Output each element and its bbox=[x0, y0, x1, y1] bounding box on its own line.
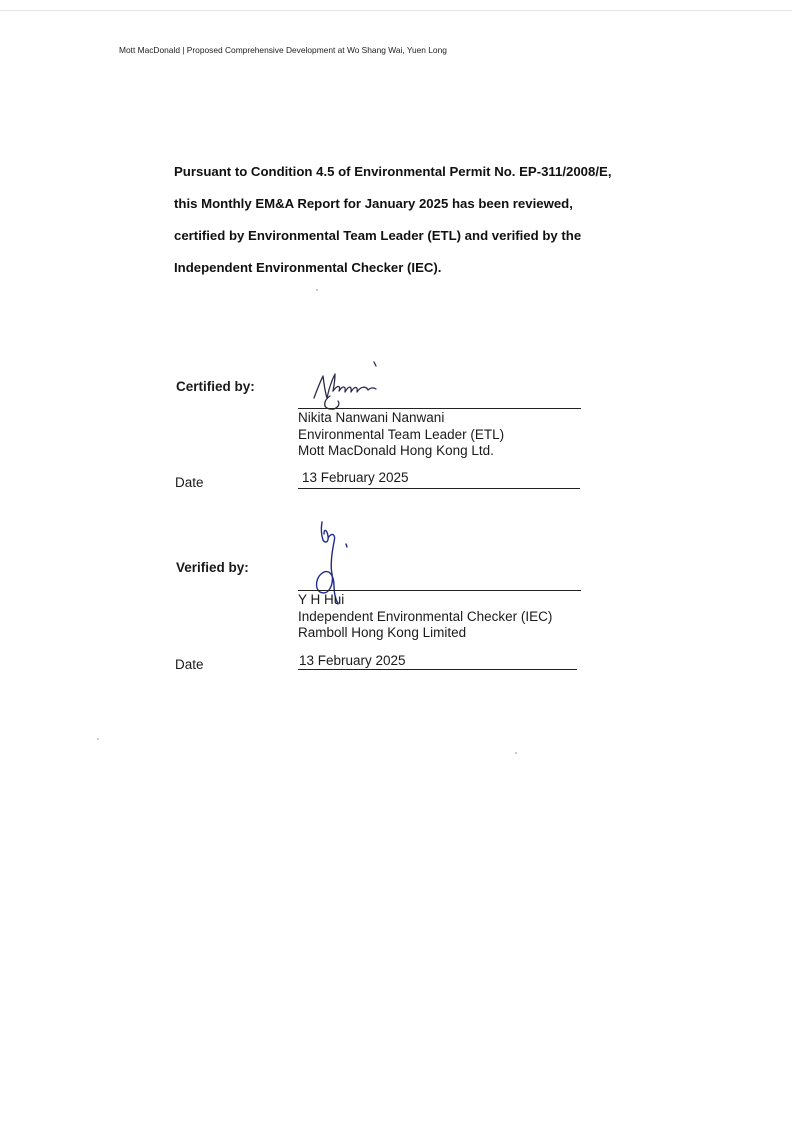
scan-speck bbox=[515, 752, 517, 754]
iec-organization: Ramboll Hong Kong Limited bbox=[298, 625, 467, 640]
etl-signatory-details bbox=[298, 410, 504, 460]
verified-date-value: 13 February 2025 bbox=[299, 653, 406, 668]
running-header: Mott MacDonald | Proposed Comprehensive Development at Wo Shang Wai, Yuen Long bbox=[119, 45, 447, 55]
iec-signatory-details bbox=[298, 592, 552, 642]
verified-date-label: Date bbox=[175, 657, 204, 672]
verified-by-label: Verified by: bbox=[176, 560, 249, 575]
etl-organization: Mott MacDonald Hong Kong Ltd. bbox=[298, 443, 494, 458]
statement-line: Independent Environmental Checker (IEC). bbox=[174, 260, 442, 275]
iec-role: Independent Environmental Checker (IEC) bbox=[298, 608, 553, 624]
scan-speck bbox=[97, 738, 99, 740]
statement-line: Pursuant to Condition 4.5 of Environmental Permit No. EP-311/2008/E, bbox=[174, 164, 612, 179]
certified-date-value: 13 February 2025 bbox=[302, 470, 409, 485]
statement-line: this Monthly EM&A Report for January 2025 has been reviewed, bbox=[174, 196, 573, 211]
etl-signature bbox=[308, 358, 388, 414]
certified-date-line bbox=[298, 488, 580, 489]
certification-statement bbox=[174, 158, 654, 286]
scan-speck bbox=[316, 289, 318, 291]
page-top-border bbox=[0, 10, 792, 11]
statement-line: certified by Environmental Team Leader (ETL) and verified by the bbox=[174, 228, 582, 243]
certified-by-label: Certified by: bbox=[176, 379, 255, 394]
etl-role: Environmental Team Leader (ETL) bbox=[298, 426, 505, 442]
etl-name: Nikita Nanwani Nanwani bbox=[298, 410, 445, 425]
verified-date-line bbox=[298, 669, 577, 670]
iec-name: Y H Hui bbox=[298, 592, 345, 607]
certified-signature-line bbox=[298, 408, 581, 409]
certified-date-label: Date bbox=[175, 475, 204, 490]
verified-signature-line bbox=[298, 590, 581, 591]
